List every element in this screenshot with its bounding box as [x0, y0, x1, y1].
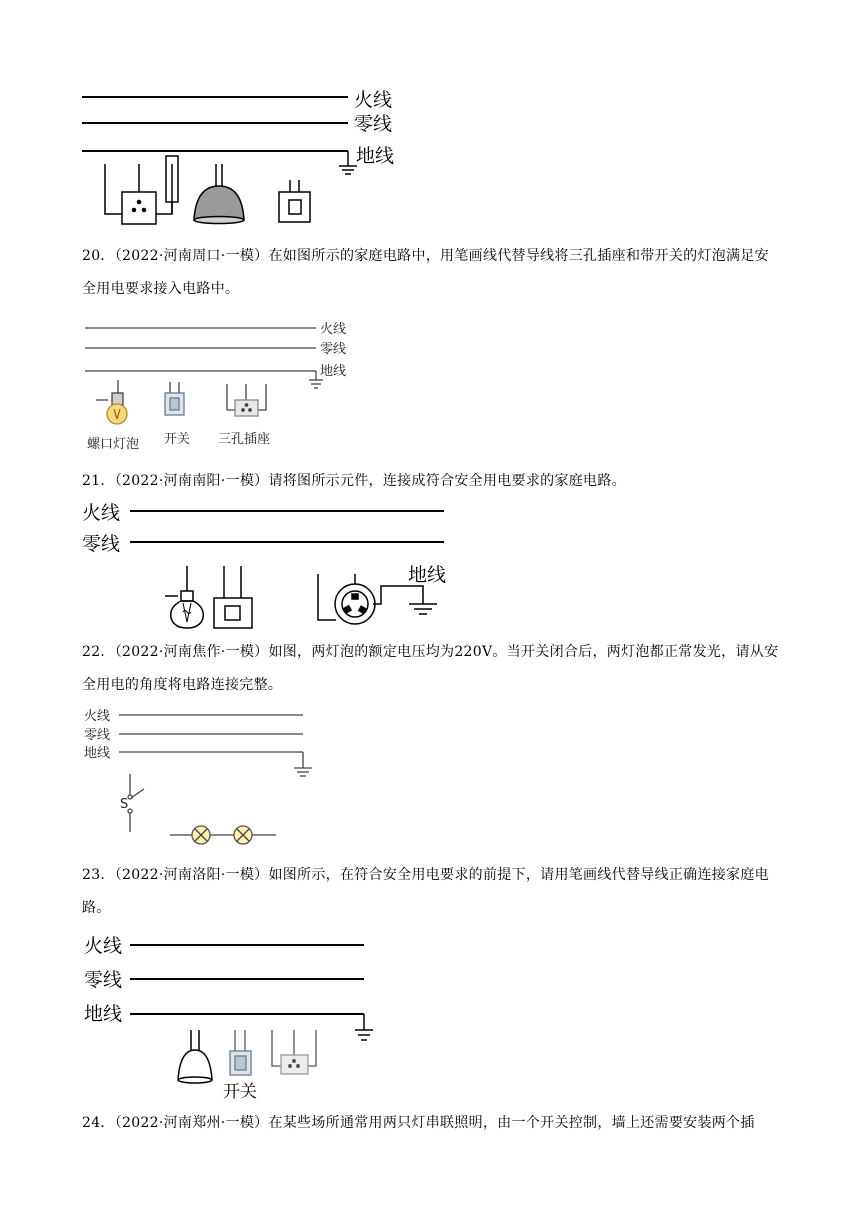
ground-symbol: [409, 604, 437, 614]
live-label: 火线: [320, 322, 347, 337]
ground-label: 地线: [84, 746, 111, 761]
question-23: 23．（2022·河南洛阳·一模）如图所示，在符合安全用电要求的前提下，请用笔画线代替导线正确连接家庭电路。: [82, 867, 769, 916]
lamp-2: [234, 826, 252, 844]
neutral-label: 零线: [82, 533, 121, 555]
neutral-label: 零线: [320, 342, 347, 357]
wall-switch: [214, 566, 252, 628]
figure-21: [130, 511, 447, 628]
neutral-label: 零线: [354, 113, 393, 135]
ground-label: 地线: [320, 364, 347, 379]
live-label: 火线: [84, 709, 111, 724]
wall-switch: [279, 180, 310, 222]
ground-symbol: [355, 1014, 373, 1040]
question-22: 22．（2022·河南焦作·一模）如图，两灯泡的额定电压均为220V。当开关闭合后，两灯泡都正常发光，请从安全用电的角度将电路连接完整。: [82, 644, 779, 693]
ground-symbol: [294, 752, 312, 776]
ground-label: 地线: [408, 564, 447, 586]
figure-19: [82, 97, 357, 224]
live-label: 火线: [82, 502, 121, 524]
switch-s-label: S: [120, 797, 129, 812]
three-hole-socket: [272, 1030, 316, 1074]
question-21: 21．（2022·河南南阳·一模）请将图所示元件，连接成符合安全用电要求的家庭电路。: [82, 473, 626, 489]
figure-22: [119, 715, 312, 844]
socket-label: 三孔插座: [218, 432, 271, 447]
question-24: 24．（2022·河南郑州·一模）在某些场所通常用两只灯串联照明，由一个开关控制，墙上还需要安装两个插: [82, 1115, 755, 1131]
lamp-1: [192, 826, 210, 844]
lamp-shade: [194, 164, 244, 224]
ground-label: 地线: [84, 1003, 123, 1025]
lamp-shade: [178, 1030, 212, 1083]
switch: [165, 382, 184, 415]
ground-label: 地线: [356, 145, 395, 167]
question-20: 20．（2022·河南周口·一模）在如图所示的家庭电路中，用笔画线代替导线将三孔插座和带开关的灯泡满足安全用电要求接入电路中。: [82, 248, 769, 297]
figure-23: [130, 945, 373, 1083]
ground-symbol: [339, 151, 357, 174]
switch-label: 开关: [223, 1082, 257, 1102]
screw-bulb-label: 螺口灯泡: [87, 437, 140, 452]
neutral-label: 零线: [84, 969, 123, 991]
neutral-label: 零线: [84, 728, 111, 743]
switch: [230, 1030, 251, 1075]
live-label: 火线: [84, 935, 123, 957]
switch-label: 开关: [164, 432, 191, 447]
three-hole-socket: [105, 164, 172, 224]
screw-bulb: [96, 380, 127, 424]
live-label: 火线: [354, 89, 393, 111]
figure-20: [85, 328, 323, 424]
incandescent-bulb: [165, 566, 203, 628]
switch-s: [128, 774, 144, 832]
three-hole-socket: [227, 384, 266, 416]
